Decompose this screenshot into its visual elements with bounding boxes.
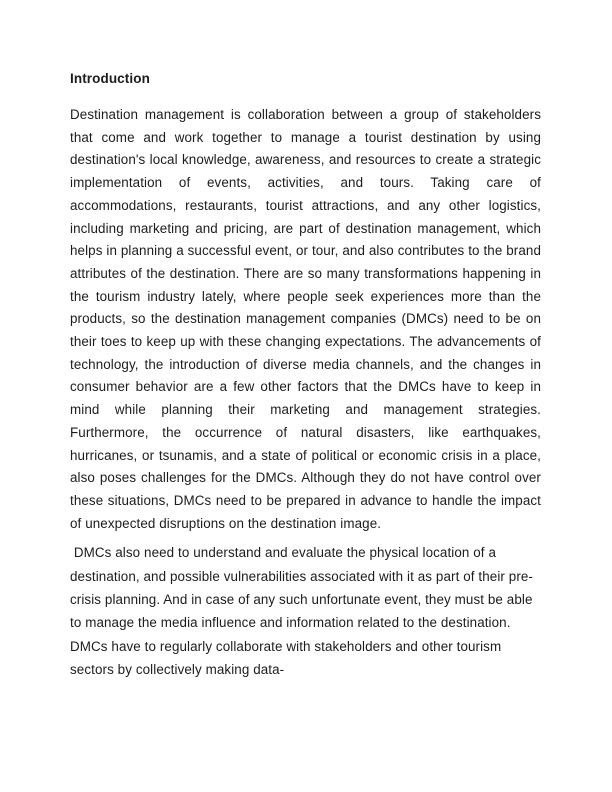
page-content xyxy=(70,71,541,687)
paragraph-1: Destination management is collaboration between a group of stakeholders that come and work together to manage a tourist destination by using destination's local knowledge, awareness, and resources to create a strategic implementation of events, activities, and tours. Taking care of accommodations, restaurants, tourist attractions, and any other logistics, including marketing and pricing, are part of destination management, which helps in planning a successful event, or tour, and also contributes to the brand attributes of the destination. There are so many transformations happening in the tourism industry lately, where people seek experiences more than the products, so the destination management companies (DMCs) need to be on their toes to keep up with these changing expectations. The advancements of technology, the introduction of diverse media channels, and the changes in consumer behavior are a few other factors that the DMCs have to keep in mind while planning their marketing and management strategies. Furthermore, the occurrence of natural disasters, like earthquakes, hurricanes, or tsunamis, and a state of political or economic crisis in a place, also poses challenges for the DMCs. Although they do not have control over these situations, DMCs need to be prepared in advance to handle the impact of unexpected disruptions on the destination image. xyxy=(70,107,541,531)
section-heading: Introduction xyxy=(70,71,150,86)
paragraph-2: DMCs also need to understand and evaluate the physical location of a destination, and possible vulnerabilities associated with it as part of their pre-crisis planning. And in case of any such unfortunate event, they must be able to manage the media influence and information related to the destination. DMCs have to regularly collaborate with stakeholders and other tourism sectors by collectively making data- xyxy=(70,545,537,677)
